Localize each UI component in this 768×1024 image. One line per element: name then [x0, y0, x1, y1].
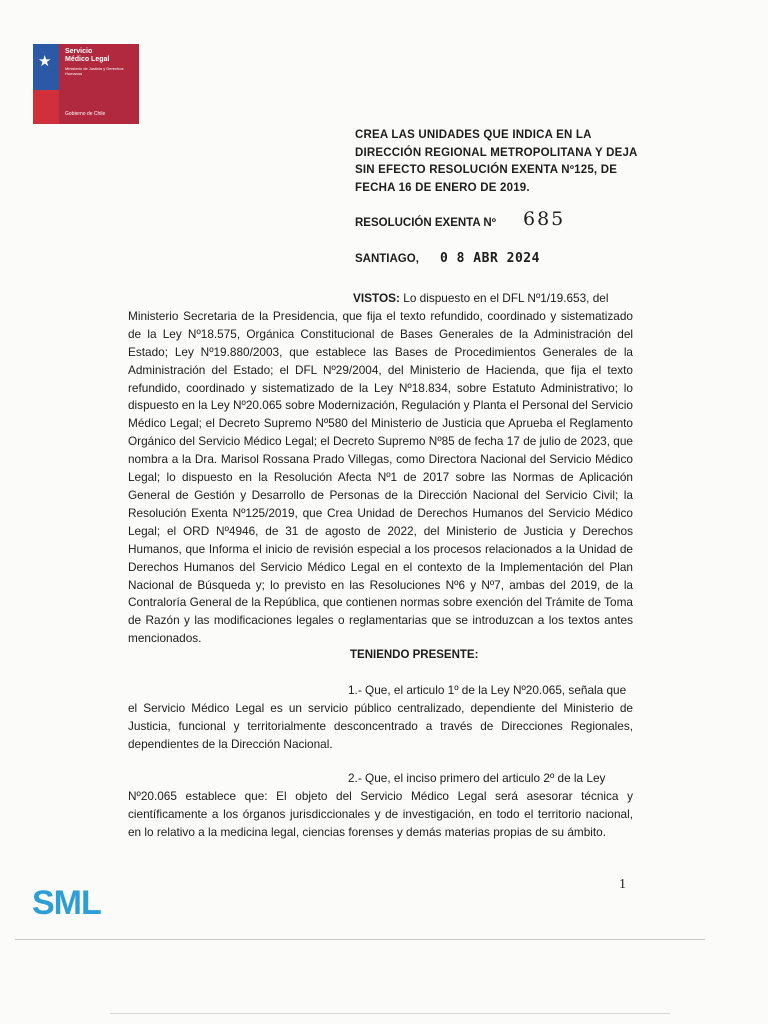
paragraph-2-rest: Nº20.065 establece que: El objeto del Servicio Médico Legal será asesorar técnica y científicamente a los órganos jurisdiccionales y de investigación, en todo el territorio nacional, en lo relativo a la medicina legal, ciencias forenses y demás materias propias de su ámbito.: [128, 788, 633, 839]
footer-divider: [15, 939, 705, 940]
vistos-text: Ministerio Secretaria de la Presidencia, que fija el texto refundido, coordinado y sistematizado de la Ley Nº18.575, Orgánica Constitucional de Bases Generales de la Administración del Estado; Ley Nº19.880/2003, que establece las Bases de Procedimientos Generales de la Administración del Estado; el DFL Nº29/2004, del Ministerio de Hacienda, que fija el texto refundido, coordinado y sistematizado de la Ley Nº18.834, sobre Estatuto Administrativo; lo dispuesto en la Ley Nº20.065 sobre Modernización, Regulación y Planta el Personal del Servicio Médico Legal; el Decreto Supremo Nº580 del Ministerio de Justicia que Aprueba el Reglamento Orgánico del Servicio Médico Legal; el Decreto Supremo Nº85 de fecha 17 de julio de 2023, que nombra a la Dra. Marisol Rossana Prado Villegas, como Directora Nacional del Servicio Médico Legal; lo dispuesto en la Resolución Afecta Nº1 de 2017 sobre las Normas de Aplicación General de Gestión y Desarrollo de Personas de la Dirección Nacional del Servicio Civil; la Resolución Exenta Nº125/2019, que Crea Unidad de Derechos Humanos del Servicio Médico Legal; el ORD Nº4946, de 31 de agosto de 2022, del Ministerio de Justicia y Derechos Humanos, que Informa el inicio de revisión especial a los procesos relacionados a la Unidad de Derechos Humanos del Servicio Médico Legal en el contexto de la Implementación del Plan Nacional de Búsqueda y; lo previsto en las Resoluciones Nº6 y Nº7, ambas del 2019, de la Contraloría General de la República, que contienen normas sobre exención del Trámite de Toma de Razón y las modificaciones legales o reglamentarias que se introduzcan a los textos antes mencionados.: [128, 308, 633, 646]
logo-line-3: Ministerio de Justicia y Derechos Humanos: [65, 66, 124, 76]
logo-line-1: Servicio: [65, 48, 93, 55]
paragraph-1: [128, 682, 633, 754]
paragraph-1-first: 1.- Que, el articulo 1º de la Ley Nº20.065, señala que: [348, 683, 627, 697]
teniendo-presente-heading: TENIENDO PRESENTE:: [350, 649, 479, 661]
chile-flag-icon: ★: [33, 44, 59, 124]
logo-line-2: Médico Legal: [65, 56, 110, 63]
vistos-section: [128, 290, 633, 648]
resolution-number: 685: [523, 208, 566, 230]
place-label: SANTIAGO,: [355, 253, 419, 265]
page-number: 1: [619, 877, 626, 892]
paragraph-2-first: 2.- Que, el inciso primero del articulo 2º de la Ley: [348, 771, 606, 785]
document-title: CREA LAS UNIDADES QUE INDICA EN LA DIRECCIÓN REGIONAL METROPOLITANA Y DEJA SIN EFECTO RESOLUCIÓN EXENTA Nº125, DE FECHA 16 DE ENERO DE 2019.: [355, 129, 638, 194]
vistos-first-line: [128, 290, 633, 308]
resolution-label: RESOLUCIÓN EXENTA Nº: [355, 217, 496, 229]
sml-logo: [33, 44, 139, 124]
vistos-lead: VISTOS:: [353, 291, 400, 305]
paragraph-2: [128, 770, 633, 842]
stamp-date: 0 8 ABR 2024: [440, 251, 540, 266]
logo-text: [59, 44, 139, 124]
logo-gov: Gobierno de Chile: [65, 111, 106, 117]
bottom-divider: [110, 1013, 670, 1014]
vistos-first-text: Lo dispuesto en el DFL Nº1/19.653, del: [399, 291, 609, 305]
footer-logo: SML: [32, 884, 101, 922]
paragraph-1-rest: el Servicio Médico Legal es un servicio público centralizado, dependiente del Ministerio de Justicia, funcional y territorialmente desconcentrado a través de Direcciones Regionales, dependientes de la Dirección Nacional.: [128, 700, 633, 751]
